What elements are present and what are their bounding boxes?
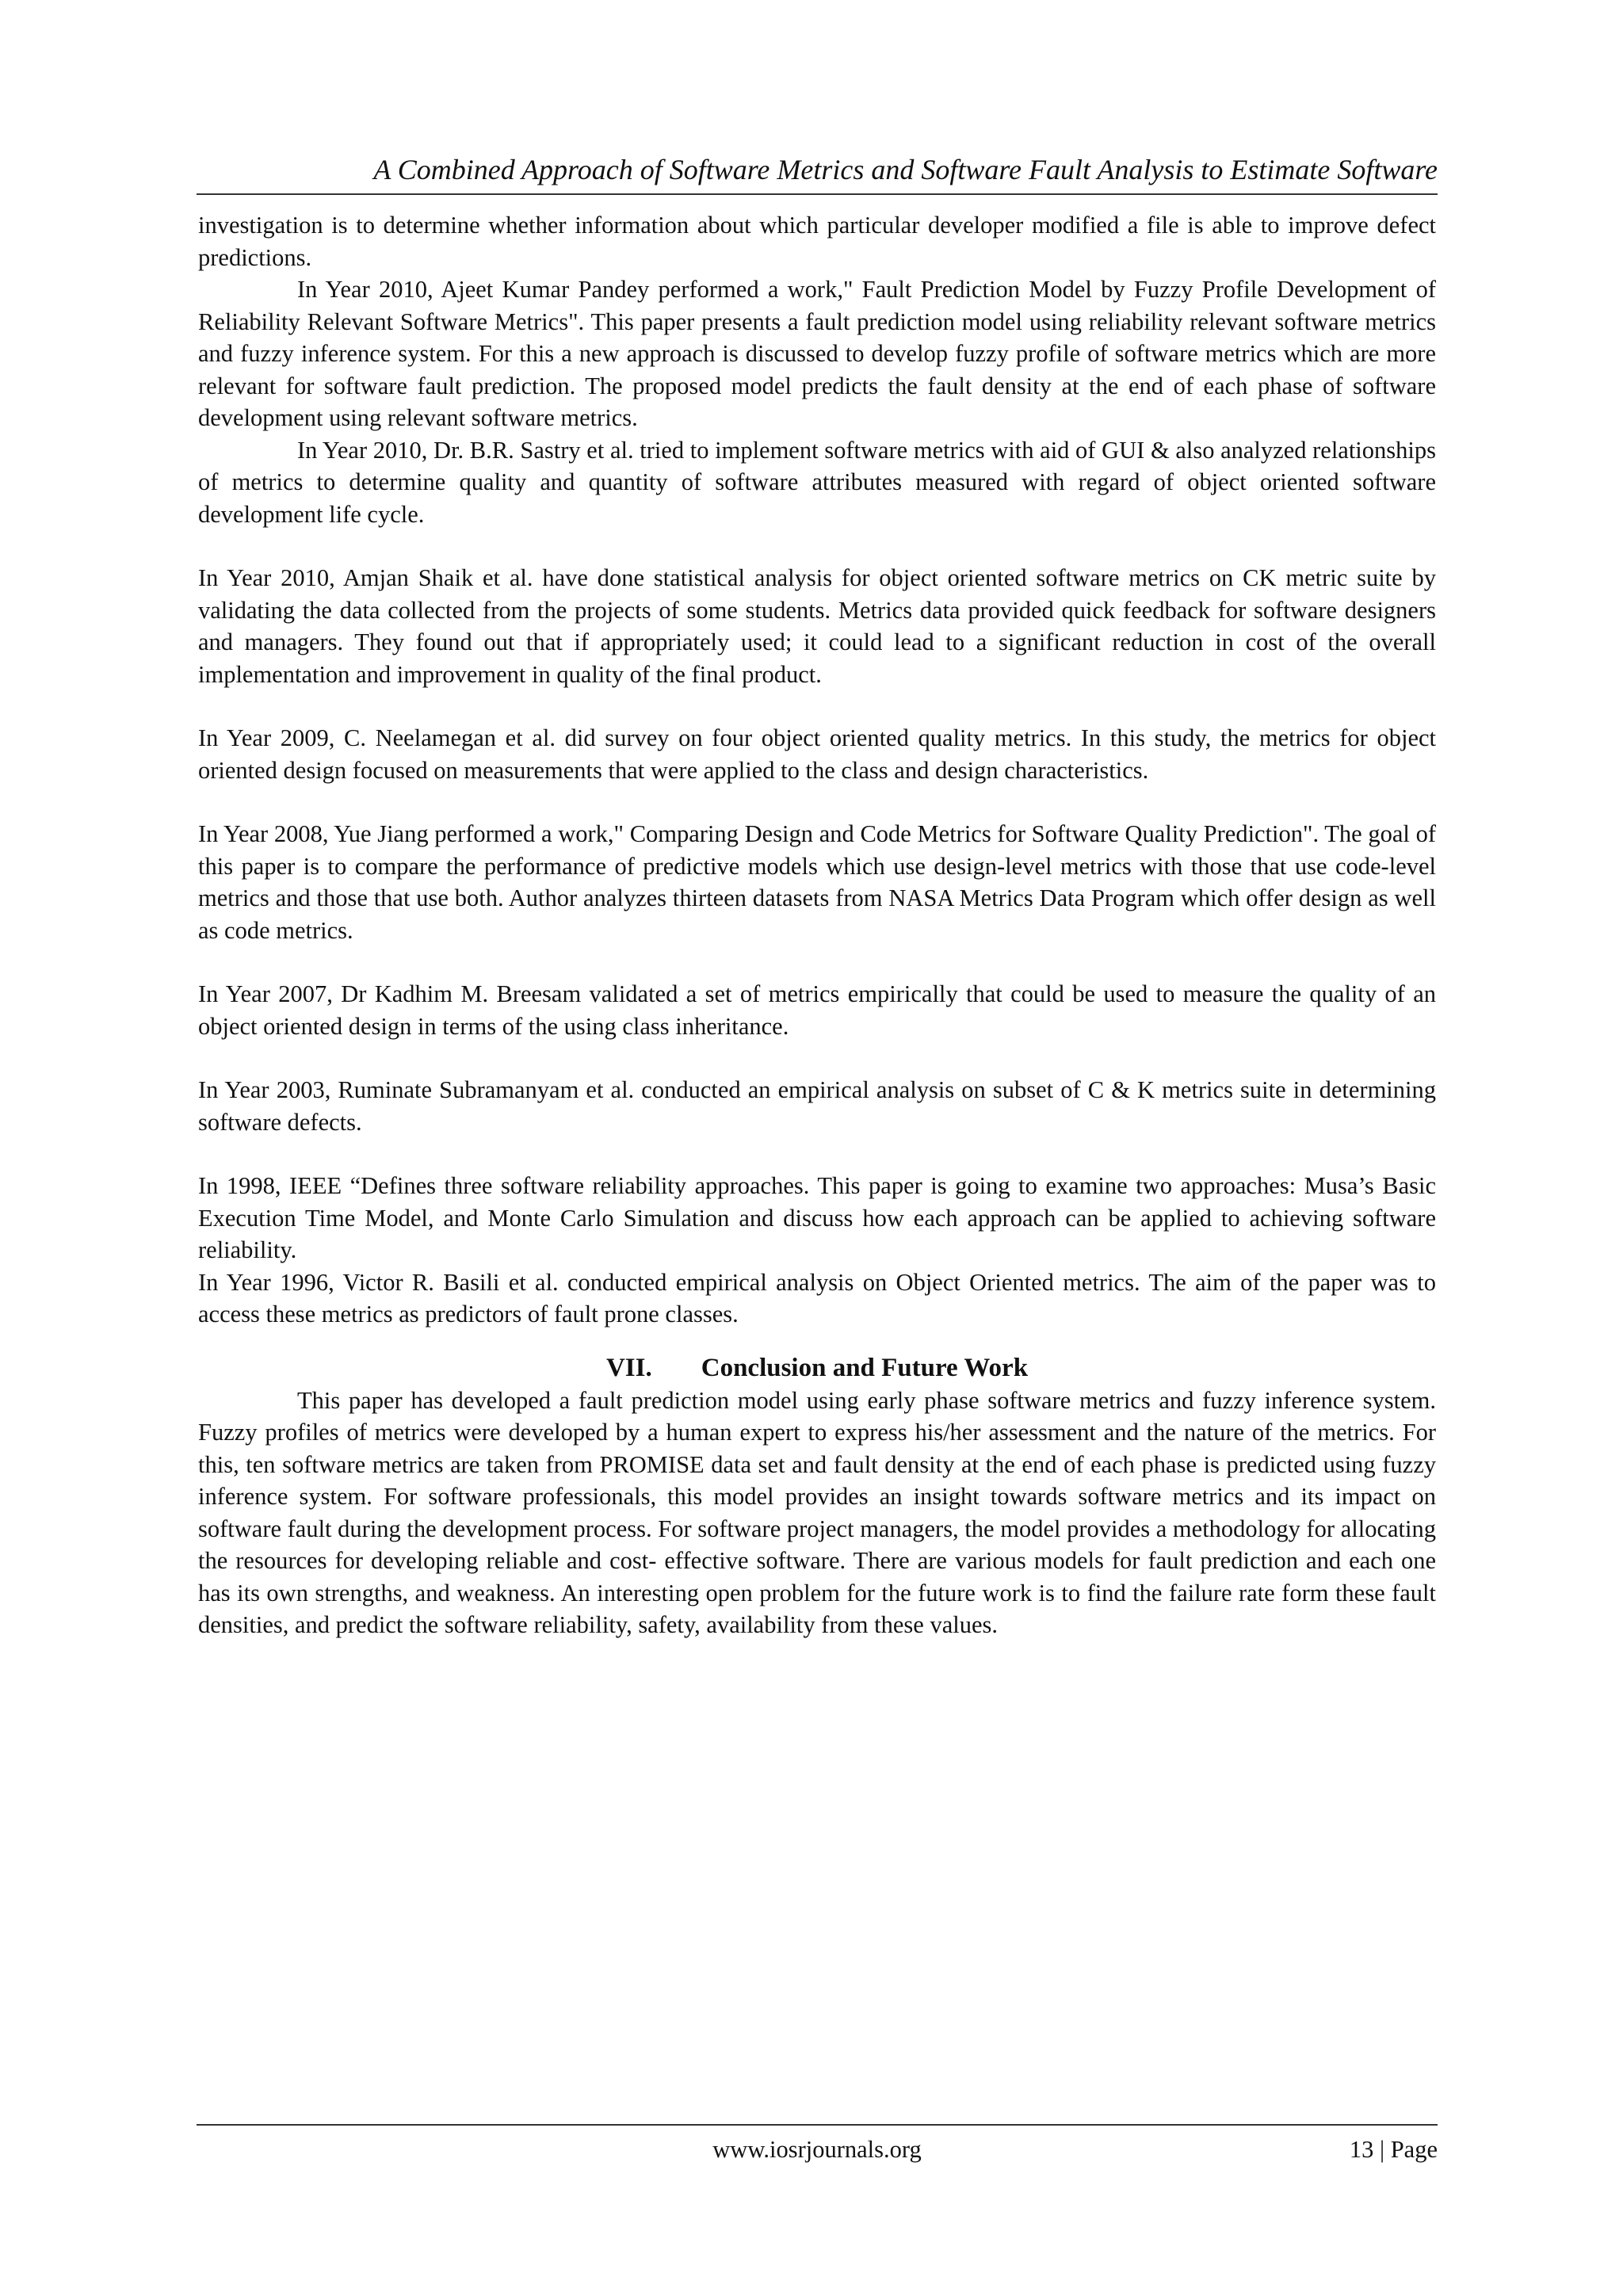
running-header: A Combined Approach of Software Metrics and Software Fault Analysis to Estimate Software <box>373 154 1438 185</box>
paragraph-basili-1996: In Year 1996, Victor R. Basili et al. conducted empirical analysis on Object Oriented metrics. The aim of the paper was to access these metrics as predictors of fault prone classes. <box>198 1268 1436 1328</box>
section-number: VII. <box>605 1353 652 1382</box>
paragraph-shaik-2010: In Year 2010, Amjan Shaik et al. have done statistical analysis for object oriented software metrics on CK metric suite by validating the data collected from the projects of some students. Metrics data provided quick feedback for software designers and managers. They found out that if appropriately used; it could lead to a significant reduction in cost of the overall implementation and improvement in quality of the final product. <box>198 564 1436 688</box>
section-title: Conclusion and Future Work <box>701 1353 1029 1382</box>
paragraph-subramanyam-2003: In Year 2003, Ruminate Subramanyam et al. conducted an empirical analysis on subset of C & K metrics suite in determining software defects. <box>198 1076 1436 1136</box>
paragraph-ieee-1998: In 1998, IEEE “Defines three software reliability approaches. This paper is going to examine two approaches: Musa’s Basic Execution Time Model, and Monte Carlo Simulation and discuss how each approach can be applied to achieving software reliability. <box>198 1172 1436 1263</box>
paragraph-sastry-2010: In Year 2010, Dr. B.R. Sastry et al. tried to implement software metrics with aid of GUI & also analyzed relationships of metrics to determine quality and quantity of software attributes measured with regard of object oriented software development life cycle. <box>198 436 1436 528</box>
paragraph-continuation: investigation is to determine whether information about which particular developer modified a file is able to improve defect predictions. <box>198 212 1436 271</box>
paragraph-breesam-2007: In Year 2007, Dr Kadhim M. Breesam validated a set of metrics empirically that could be used to measure the quality of an object oriented design in terms of the using class inheritance. <box>198 980 1436 1040</box>
paragraph-conclusion: This paper has developed a fault prediction model using early phase software metrics and fuzzy inference system. Fuzzy profiles of metrics were developed by a human expert to express his/her assessment and the nature of the metrics. For this, ten software metrics are taken from PROMISE data set and fault density at the end of each phase is predicted using fuzzy inference system. For software professionals, this model provides an insight towards software metrics and its impact on software fault during the development process. For software project managers, the model provides a methodology for allocating the resources for developing reliable and cost- effective software. There are various models for fault prediction and each one has its own strengths, and weakness. An interesting open problem for the future work is to find the failure rate form these fault densities, and predict the software reliability, safety, availability from these values. <box>198 1386 1436 1638</box>
footer-rule <box>197 2124 1438 2126</box>
paragraph-pandey-2010: In Year 2010, Ajeet Kumar Pandey performed a work," Fault Prediction Model by Fuzzy Profile Development of Reliability Relevant Software Metrics". This paper presents a fault prediction model using reliability relevant software metrics and fuzzy inference system. For this a new approach is discussed to develop fuzzy profile of software metrics which are more relevant for software fault prediction. The proposed model predicts the fault density at the end of each phase of software development using relevant software metrics. <box>198 276 1436 431</box>
journal-website: www.iosrjournals.org <box>712 2136 922 2163</box>
header-rule <box>197 193 1438 195</box>
paragraph-jiang-2008: In Year 2008, Yue Jiang performed a work," Comparing Design and Code Metrics for Software Quality Prediction". The goal of this paper is to compare the performance of predictive models which use design-level metrics with those that use code-level metrics and those that use both. Author analyzes thirteen datasets from NASA Metrics Data Program which offer design as well as code metrics. <box>198 820 1436 944</box>
page-footer <box>197 2132 1438 2167</box>
paragraph-neelamegan-2009: In Year 2009, C. Neelamegan et al. did survey on four object oriented quality metrics. In this study, the metrics for object oriented design focused on measurements that were applied to the class and design characteristics. <box>198 724 1436 784</box>
section-heading <box>198 1351 1436 1385</box>
page-number: 13 | Page <box>1349 2136 1438 2163</box>
body-text <box>198 209 1436 1641</box>
